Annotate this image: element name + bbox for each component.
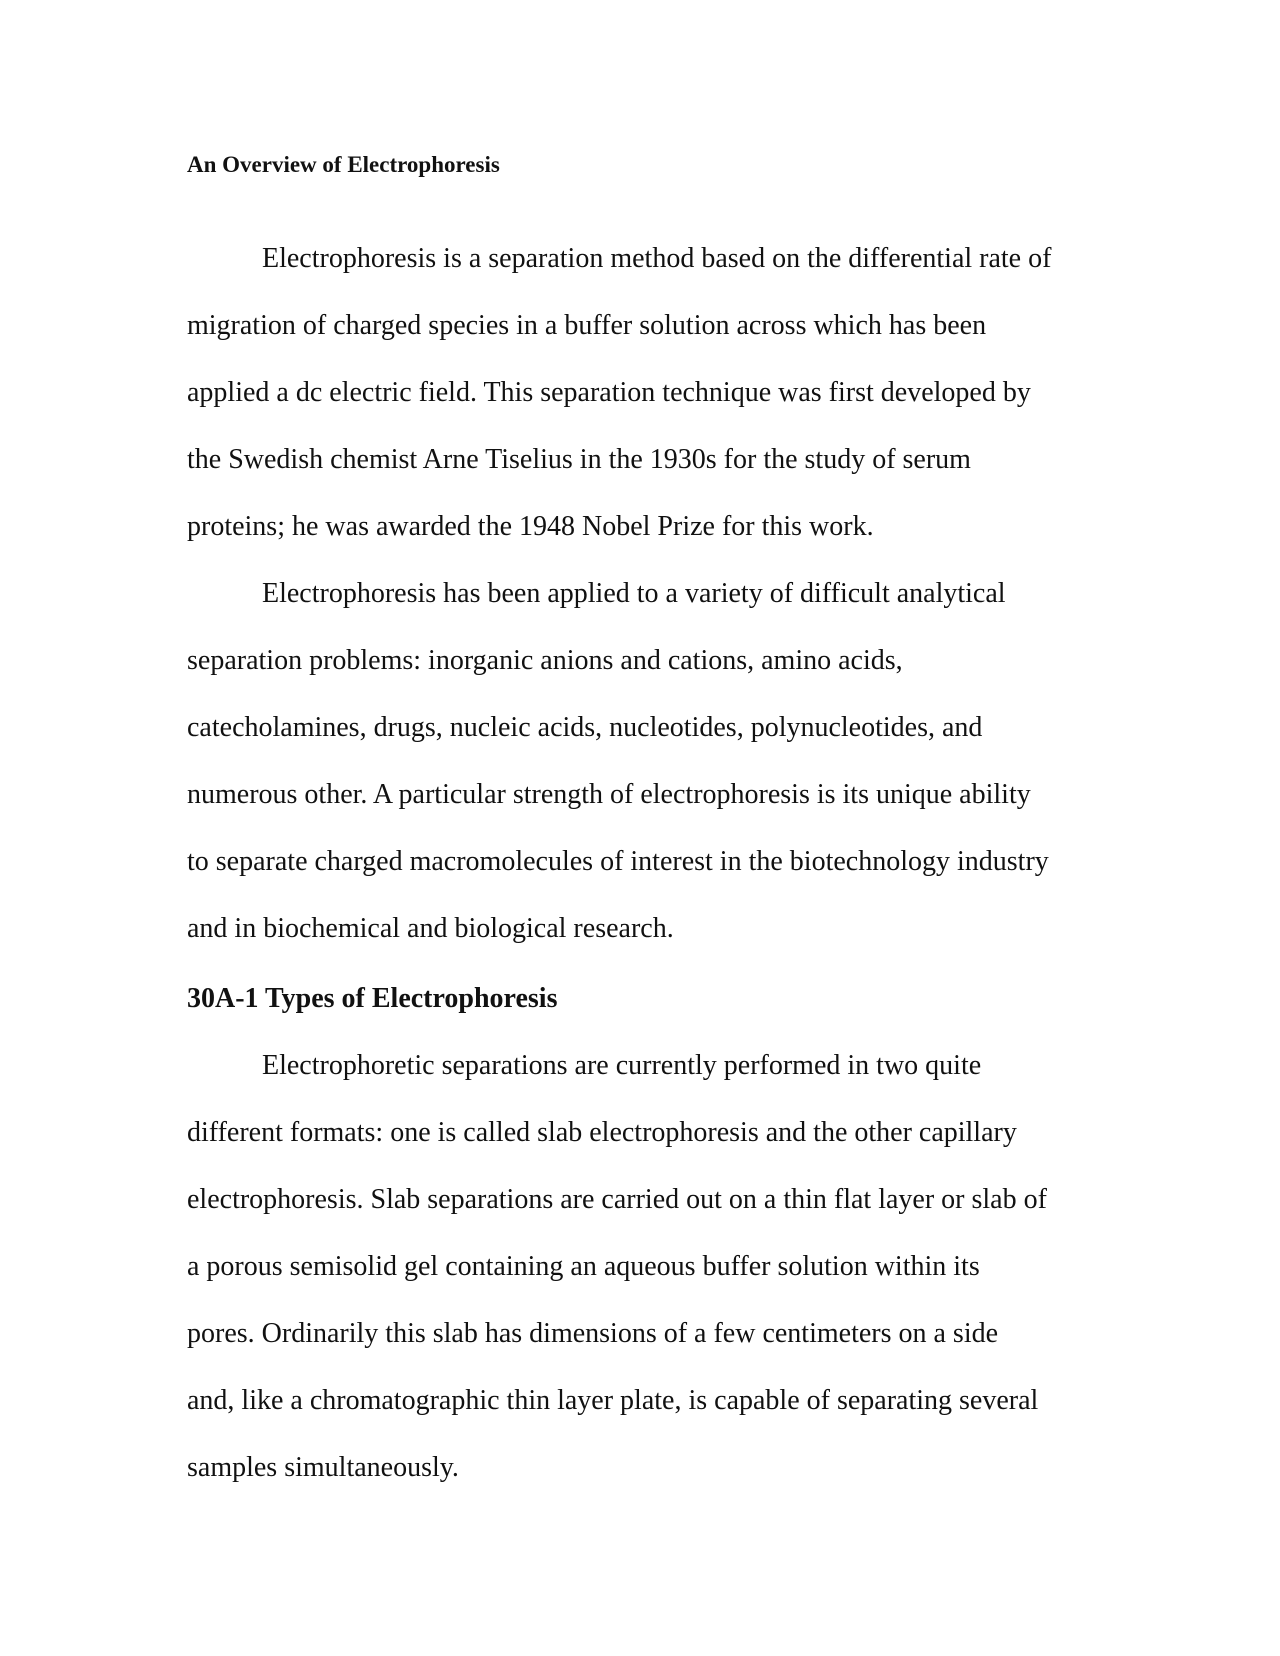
paragraph-line: Electrophoresis is a separation method based on the differential rate of [262, 243, 1052, 274]
paragraph-line: and, like a chromatographic thin layer plate, is capable of separating several [187, 1385, 1039, 1416]
paragraph-line: the Swedish chemist Arne Tiselius in the 1930s for the study of serum [187, 444, 971, 475]
paragraph-line: proteins; he was awarded the 1948 Nobel Prize for this work. [187, 511, 874, 542]
paragraph-line: samples simultaneously. [187, 1452, 459, 1483]
paragraph-line: to separate charged macromolecules of interest in the biotechnology industry [187, 846, 1049, 877]
document-title: An Overview of Electrophoresis [187, 152, 500, 177]
paragraph-line: pores. Ordinarily this slab has dimensions of a few centimeters on a side [187, 1318, 999, 1349]
paragraph-line: and in biochemical and biological research. [187, 913, 674, 944]
section-paragraph [187, 1032, 1097, 1501]
paragraph-line: migration of charged species in a buffer solution across which has been [187, 310, 987, 341]
paragraph-line: different formats: one is called slab electrophoresis and the other capillary [187, 1117, 1017, 1148]
paragraph-line: applied a dc electric field. This separation technique was first developed by [187, 377, 1031, 408]
paragraph-line: separation problems: inorganic anions and cations, amino acids, [187, 645, 903, 676]
paragraph-line: electrophoresis. Slab separations are carried out on a thin flat layer or slab of [187, 1184, 1047, 1215]
paragraph-line: a porous semisolid gel containing an aqueous buffer solution within its [187, 1251, 980, 1282]
intro-paragraphs [187, 225, 1097, 962]
paragraph-line: Electrophoresis has been applied to a variety of difficult analytical [262, 578, 1006, 609]
paragraph-line: catecholamines, drugs, nucleic acids, nucleotides, polynucleotides, and [187, 712, 983, 743]
section-heading: 30A-1 Types of Electrophoresis [187, 983, 558, 1014]
paragraph-line: Electrophoretic separations are currently performed in two quite [262, 1050, 982, 1081]
paragraph-line: numerous other. A particular strength of electrophoresis is its unique ability [187, 779, 1031, 810]
